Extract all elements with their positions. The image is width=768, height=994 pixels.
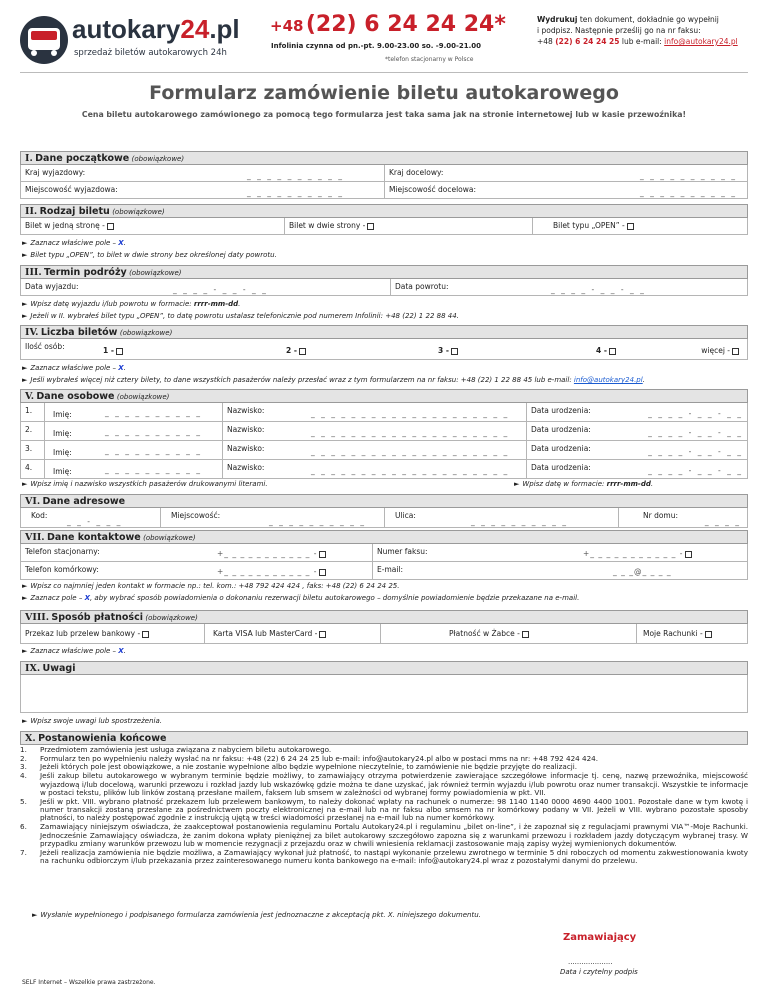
section-7-row-2 (20, 562, 748, 580)
field-blank: +_ _ _ _ _ _ _ _ _ _ _ - (583, 549, 692, 558)
count-option-2[interactable]: 2 - (286, 346, 306, 355)
passenger-row (20, 441, 748, 460)
field-blank: _ _ _ _ - _ _ - _ _ (648, 466, 743, 475)
section-req: (obowiązkowe) (112, 208, 165, 216)
section-8-header (20, 610, 748, 624)
section-2-header (20, 204, 748, 218)
count-option-4[interactable]: 4 - (596, 346, 616, 355)
passenger-row (20, 460, 748, 479)
option-label: Bilet typu „OPEN” - (553, 221, 625, 230)
field-blank: _ _ _ _ _ _ _ _ _ _ _ _ _ _ _ _ _ _ _ _ (311, 447, 510, 456)
first-name-field[interactable] (45, 422, 223, 440)
term-text: Jeśli zakup biletu autokarowego w wybranym terminie będzie możliwy, to zamawiający otrzyma potwierdzenie zawierające szczegółowe informacje tj. cenę, nazwę przewoźnika, miejscowość wyjazdową i/lub docelową, warunki przewozu i rozkład jazdy lub wskazówkę gdzie można te dane uzyskać, jak również termin wyjazdu i/lub powrotu oraz numer transakcji. Wszystkie te informacje w postaci tekstu, plików lub linków zostaną przesłane mailem, faksem lub smsem w zależności od wybranej formy powiadomienia w pkt. VII. (40, 771, 748, 797)
email-link[interactable]: info@autokary24.pl (573, 376, 643, 384)
logo[interactable] (20, 14, 240, 70)
term-item (20, 849, 748, 866)
section-7-header (20, 530, 748, 544)
field-blank: _ _ _ _ - _ _ - _ _ (551, 285, 646, 294)
checkbox[interactable] (705, 631, 712, 638)
ticket-return-option[interactable] (285, 218, 533, 234)
miejscowosc-wyjazdowa-field[interactable] (21, 182, 385, 198)
fax-field[interactable] (373, 544, 747, 561)
first-name-field[interactable] (45, 403, 223, 421)
section-8-note: ► Zaznacz właściwe pole – X. (22, 647, 126, 655)
section-num: VII. (25, 532, 45, 543)
last-name-field[interactable] (223, 460, 527, 478)
section-6-row (20, 508, 748, 528)
field-blank: _ _ _ _ _ _ _ _ _ _ (105, 408, 202, 417)
section-5-note-2: ► Wpisz datę w formacie: rrrr-mm-dd. (514, 480, 654, 488)
section-5-note-1: ► Wpisz imię i nazwisko wszystkich pasażerów drukowanymi literami. (22, 480, 268, 488)
section-3-note-2: ► Jeżeli w II. wybrałeś bilet typu „OPEN”, to datę powrotu ustalasz telefonicznie pod numerem Infolinii: +48 (22) 1 22 88 44. (22, 312, 459, 320)
first-name-field[interactable] (45, 460, 223, 478)
ticket-open-option[interactable] (533, 218, 747, 234)
field-label: Nazwisko: (227, 463, 265, 472)
print-bold: Wydrukuj (537, 15, 578, 24)
row-number: 3. (21, 441, 45, 459)
section-num: I. (25, 153, 33, 164)
term-number: 1. (20, 745, 27, 754)
signature-title: Zamawiający (563, 932, 637, 943)
remarks-textarea[interactable] (20, 675, 748, 713)
field-label: E-mail: (377, 565, 404, 574)
field-label: Miejscowość docelowa: (389, 185, 477, 194)
phone-prefix: +48 (270, 17, 304, 35)
logo-tagline: sprzedaż biletów autokarowych 24h (74, 48, 227, 58)
landline-field[interactable] (21, 544, 373, 561)
payment-transfer-option[interactable] (21, 624, 205, 643)
phone-block (270, 12, 506, 37)
first-name-field[interactable] (45, 441, 223, 459)
phone-main[interactable]: (22) 6 24 24 24* (305, 12, 506, 37)
section-req: (obowiązkowe) (131, 155, 185, 163)
section-title: Termin podróży (44, 267, 127, 278)
departure-date-field[interactable] (21, 279, 391, 295)
birth-date-field[interactable] (527, 403, 747, 421)
last-name-field[interactable] (223, 422, 527, 440)
section-req: (obowiązkowe) (143, 534, 196, 542)
field-label: Data urodzenia: (531, 444, 591, 453)
section-9-header (20, 661, 748, 675)
mobile-field[interactable] (21, 562, 373, 579)
field-label: Kraj wyjazdowy: (25, 168, 86, 177)
field-blank: _ _ _ _ _ _ _ _ _ _ _ _ _ _ _ _ _ _ _ _ (311, 466, 510, 475)
section-6-header (20, 494, 748, 508)
section-7-note-2: ► Zaznacz pole – X, aby wybrać sposób powiadomienia o dokonaniu rezerwacji biletu autokarowego – domyślnie powiadomienie będzie przekazane na e-mail. (22, 594, 580, 602)
field-label: Imię: (53, 429, 72, 438)
section-1-row-1 (20, 165, 748, 182)
ticket-count-field (21, 339, 747, 359)
field-label: Ilość osób: (25, 342, 65, 351)
section-2-row (20, 218, 748, 235)
payment-zabka-option[interactable] (381, 624, 637, 643)
section-num: IV. (25, 327, 39, 338)
section-title: Rodzaj biletu (39, 206, 110, 217)
signature-caption: Data i czytelny podpis (560, 968, 638, 976)
miejscowosc-docelowa-field[interactable] (385, 182, 747, 198)
section-num: II. (25, 206, 38, 217)
section-num: VIII. (25, 612, 50, 623)
footer-copyright: SELF Internet – Wszelkie prawa zastrzeżone. (22, 979, 156, 986)
print-instructions (537, 14, 752, 47)
section-num: V. (25, 391, 35, 402)
section-5-header (20, 389, 748, 403)
field-label: Nazwisko: (227, 406, 265, 415)
print-text2: i podpisz. Następnie prześlij go na nr faksu: (537, 26, 701, 35)
section-10-final-note: ► Wysłanie wypełnionego i podpisanego formularza zamówienia jest jednoznaczne z akceptacją pkt. X. niniejszego dokumentu. (32, 911, 481, 919)
term-number: 2. (20, 753, 27, 763)
row-number: 1. (21, 403, 45, 421)
logo-tld: .pl (209, 14, 240, 44)
section-title: Sposób płatności (51, 612, 143, 623)
fax-number: (22) 6 24 24 25 (555, 37, 620, 46)
house-number-field[interactable] (619, 508, 747, 527)
print-text1: ten dokument, dokładnie go wypełnij (577, 15, 719, 24)
field-blank: _ _ _ _ _ _ _ _ _ _ (247, 188, 344, 197)
section-num: IX. (25, 663, 41, 674)
section-req: (obowiązkowe) (119, 329, 173, 337)
section-3-row (20, 279, 748, 296)
field-blank: _ _ _ _ _ _ _ _ _ _ (247, 171, 344, 180)
field-label: Miejscowość wyjazdowa: (25, 185, 118, 194)
page-title: Formularz zamówienie biletu autokarowego (149, 82, 619, 104)
section-num: III. (25, 267, 42, 278)
section-4-row (20, 339, 748, 360)
field-label: Telefon stacjonarny: (25, 547, 100, 556)
field-blank: _ _ _ _ - _ _ - _ _ (648, 428, 743, 437)
section-1-row-2 (20, 182, 748, 199)
row-number: 2. (21, 422, 45, 440)
field-label: Nazwisko: (227, 444, 265, 453)
field-blank: _ _ _ _ _ _ _ _ _ _ (105, 465, 202, 474)
field-label: Imię: (53, 410, 72, 419)
birth-date-field[interactable] (527, 441, 747, 459)
option-label: Przekaz lub przelew bankowy - (25, 629, 141, 638)
signature-line[interactable]: .................... (568, 958, 613, 966)
section-num: VI. (25, 496, 41, 507)
section-title: Uwagi (42, 663, 76, 674)
option-label: Karta VISA lub MasterCard - (213, 629, 318, 638)
field-label: Numer faksu: (377, 547, 428, 556)
term-number: 6. (20, 822, 27, 832)
section-1-header (20, 151, 748, 165)
bus-logo-icon (20, 16, 68, 64)
term-text: Jeśli w pkt. VIII. wybrano płatność przekazem lub przelewem bankowym, to należy dokonać wpłaty na rachunek o numerze: 98 1140 1140 0000 4690 4400 1001. Pozostałe dane w tym kwotę i numer transakcji zostaną przesłane za pośrednictwem poczty elektronicznej na e-mail lub na nr faksu albo smsem na nr komórkowy podany w VII. Jeżeli w VIII. wybrano pozostałe sposoby płatności, to należy postępować zgodnie z instrukcją ujętą w treści wiadomości przesłanej na e-mail lub na numer komórkowy. (40, 796, 748, 823)
field-blank: _ _ _ _ _ _ _ _ _ _ _ _ _ _ _ _ _ _ _ _ (311, 409, 510, 418)
birth-date-field[interactable] (527, 460, 747, 478)
field-label: Data urodzenia: (531, 425, 591, 434)
section-2-note-1: ► Zaznacz właściwe pole – X. (22, 239, 126, 247)
field-blank: _ _ _ _ _ _ _ _ _ _ (105, 446, 202, 455)
return-date-field[interactable] (391, 279, 747, 295)
fax-email-label: lub e-mail: (619, 37, 665, 46)
section-8-row (20, 624, 748, 644)
checkbox[interactable] (627, 223, 634, 230)
field-label: Miejscowość: (171, 511, 221, 520)
checkbox[interactable] (367, 223, 374, 230)
field-blank: _ _ _ _ - _ _ - _ _ (648, 447, 743, 456)
field-blank: +_ _ _ _ _ _ _ _ _ _ _ - (217, 549, 326, 558)
option-label: Bilet w dwie strony - (289, 221, 366, 230)
term-item (20, 798, 748, 823)
term-text: Formularz ten po wypełnieniu należy wysłać na nr faksu: +48 (22) 6 24 24 25 lub e-mail: info@autokary24.pl albo w postaci mms na nr: +48 792 424 424. (40, 753, 599, 763)
field-blank: _ _ _ _ _ _ _ _ _ _ _ _ _ _ _ _ _ _ _ _ (311, 428, 510, 437)
section-title: Postanowienia końcowe (38, 733, 167, 744)
section-3-note-1: ► Wpisz datę wyjazdu i/lub powrotu w formacie: rrrr-mm-dd. (22, 300, 241, 308)
option-label: Moje Rachunki - (643, 629, 703, 638)
street-field[interactable] (385, 508, 619, 527)
section-9-note: ► Wpisz swoje uwagi lub spostrzeżenia. (22, 717, 162, 725)
term-number: 3. (20, 762, 27, 772)
terms-list (20, 746, 748, 866)
field-blank: _ _ _ _ _ _ _ _ _ _ (640, 171, 737, 180)
term-text: Jeżeli których pole jest obowiązkowe, a nie zostanie wypełnione albo będzie wypełnione nieczytelnie, to zamówienie nie będzie przyjęte do realizacji. (40, 762, 578, 772)
field-label: Data powrotu: (395, 282, 449, 291)
field-label: Telefon komórkowy: (25, 565, 99, 574)
checkbox[interactable] (522, 631, 529, 638)
count-option-1[interactable]: 1 - (103, 346, 123, 355)
section-req: (obowiązkowe) (116, 393, 170, 401)
section-7-note-1: ► Wpisz co najmniej jeden kontakt w formacie np.: tel. kom.: +48 792 424 424 , faks: +48 (22) 6 24 24 25. (22, 582, 400, 590)
row-number: 4. (21, 460, 45, 478)
section-7-row-1 (20, 544, 748, 562)
field-label: Data wyjazdu: (25, 282, 79, 291)
ticket-oneway-option[interactable] (21, 218, 285, 234)
passenger-row (20, 403, 748, 422)
last-name-field[interactable] (223, 441, 527, 459)
term-item (20, 823, 748, 848)
field-label: Ulica: (395, 511, 416, 520)
field-label: Data urodzenia: (531, 406, 591, 415)
term-text: Jeżeli realizacja zamówienia nie będzie możliwa, a Zamawiający wykonał już płatność, to nastąpi wykonanie przelewu zwrotnego w terminie 5 dni roboczych od momentu zakwestionowania kwoty na rachunku odbiorczym i/lub przekazania przez zainteresowanego numeru konta bankowego na e-mail: info@autokary24.pl wraz z pozostałymi danymi do przelewu. (40, 847, 748, 866)
field-blank: _ _ _ _ - _ _ - _ _ (648, 409, 743, 418)
fax-prefix: +48 (537, 37, 556, 46)
payment-mojerachunki-option[interactable] (637, 624, 747, 643)
field-blank: _ _ _ _ _ _ _ _ _ _ (640, 188, 737, 197)
term-text: Przedmiotem zamówienia jest usługa związana z nabyciem biletu autokarowego. (40, 745, 332, 754)
hours-text: Infolinia czynna od pn.-pt. 9.00-23.00 so. -9.00-21.00 (271, 42, 482, 50)
term-number: 7. (20, 847, 27, 857)
email-field[interactable] (373, 562, 747, 579)
section-title: Dane osobowe (36, 391, 115, 402)
field-blank: _ _ _ _ - _ _ - _ _ (173, 285, 268, 294)
section-10-header (20, 731, 748, 745)
option-label: Bilet w jedną stronę - (25, 221, 105, 230)
page-subtitle: Cena biletu autokarowego zamówionego za pomocą tego formularza jest taka sama jak na stronie internetowej lub w kasie przewoźnika! (81, 110, 687, 119)
section-req: (obowiązkowe) (129, 269, 182, 277)
section-req: (obowiązkowe) (145, 614, 198, 622)
field-label: Imię: (53, 448, 72, 457)
option-label: Płatność w Żabce - (449, 629, 520, 638)
checkbox[interactable] (319, 631, 326, 638)
kraj-wyjazdowy-field[interactable] (21, 165, 385, 181)
checkbox[interactable] (142, 631, 149, 638)
header-divider (20, 72, 748, 73)
term-number: 5. (20, 796, 27, 806)
field-blank: _ _ - _ _ _ (67, 517, 123, 526)
city-field[interactable] (161, 508, 385, 527)
field-label: Nr domu: (643, 511, 679, 520)
section-num: X. (25, 733, 36, 744)
header-email-link[interactable]: info@autokary24.pl (664, 37, 738, 46)
postal-code-field[interactable] (21, 508, 161, 527)
field-label: Data urodzenia: (531, 463, 591, 472)
section-title: Liczba biletów (40, 327, 118, 338)
payment-card-option[interactable] (205, 624, 381, 643)
field-label: Kraj docelowy: (389, 168, 444, 177)
field-blank: _ _ _@_ _ _ _ (613, 567, 672, 576)
logo-text: autokary (72, 14, 181, 44)
field-blank: +_ _ _ _ _ _ _ _ _ _ _ - (217, 567, 326, 576)
birth-date-field[interactable] (527, 422, 747, 440)
checkbox[interactable] (107, 223, 114, 230)
section-title: Dane adresowe (42, 496, 126, 507)
field-label: Kod: (31, 511, 48, 520)
field-blank: _ _ _ _ _ _ _ _ _ _ (105, 427, 202, 436)
field-blank: _ _ _ _ _ _ _ _ _ _ (471, 517, 568, 526)
kraj-docelowy-field[interactable] (385, 165, 747, 181)
field-label: Imię: (53, 467, 72, 476)
passenger-row (20, 422, 748, 441)
phone-note: *telefon stacjonarny w Polsce (385, 56, 474, 63)
section-4-note-1: ► Zaznacz właściwe pole – X. (22, 364, 126, 372)
section-2-note-2: ► Bilet typu „OPEN”, to bilet w dwie strony bez określonej daty powrotu. (22, 251, 277, 259)
section-4-header (20, 325, 748, 339)
last-name-field[interactable] (223, 403, 527, 421)
term-text: Zamawiający niniejszym oświadcza, że zaakceptował postanowienia regulaminu Portalu Autokary24.pl i regulaminu „bilet on-line”, i że zapoznał się z regulacjami prawnymi VIA™-Moje Rachunki. Jednocześnie Zamawiający oświadcza, że zanim dokona wpłaty pieniężnej za bilet autokarowy szczegółowo zapozna się z warunkami przewozu i rozkładem jazdy dotyczącym wybranej trasy. W przypadku zmiany warunków przewozu lub w momencie rezygnacji z przejazdu oraz w chwili wniesienia reklamacji zastosowanie mają zapisy wyżej wymienionych dokumentów. (40, 822, 748, 848)
section-title: Dane początkowe (35, 153, 130, 164)
section-4-note-2: ► Jeśli wybrałeś więcej niż cztery bilety, to dane wszystkich pasażerów należy przesłać wraz z tym formularzem na nr faksu: +48 (22) 1 22 88 45 lub e-mail: info@autokary24.pl. (22, 376, 645, 384)
section-3-header (20, 265, 748, 279)
field-blank: _ _ _ _ (704, 517, 741, 526)
field-label: Nazwisko: (227, 425, 265, 434)
field-blank: _ _ _ _ _ _ _ _ _ _ (269, 517, 366, 526)
count-option-3[interactable]: 3 - (438, 346, 458, 355)
term-item (20, 772, 748, 797)
logo-num: 24 (180, 14, 210, 44)
count-option-more[interactable]: więcej - (701, 346, 739, 355)
term-number: 4. (20, 771, 27, 781)
section-title: Dane kontaktowe (46, 532, 141, 543)
